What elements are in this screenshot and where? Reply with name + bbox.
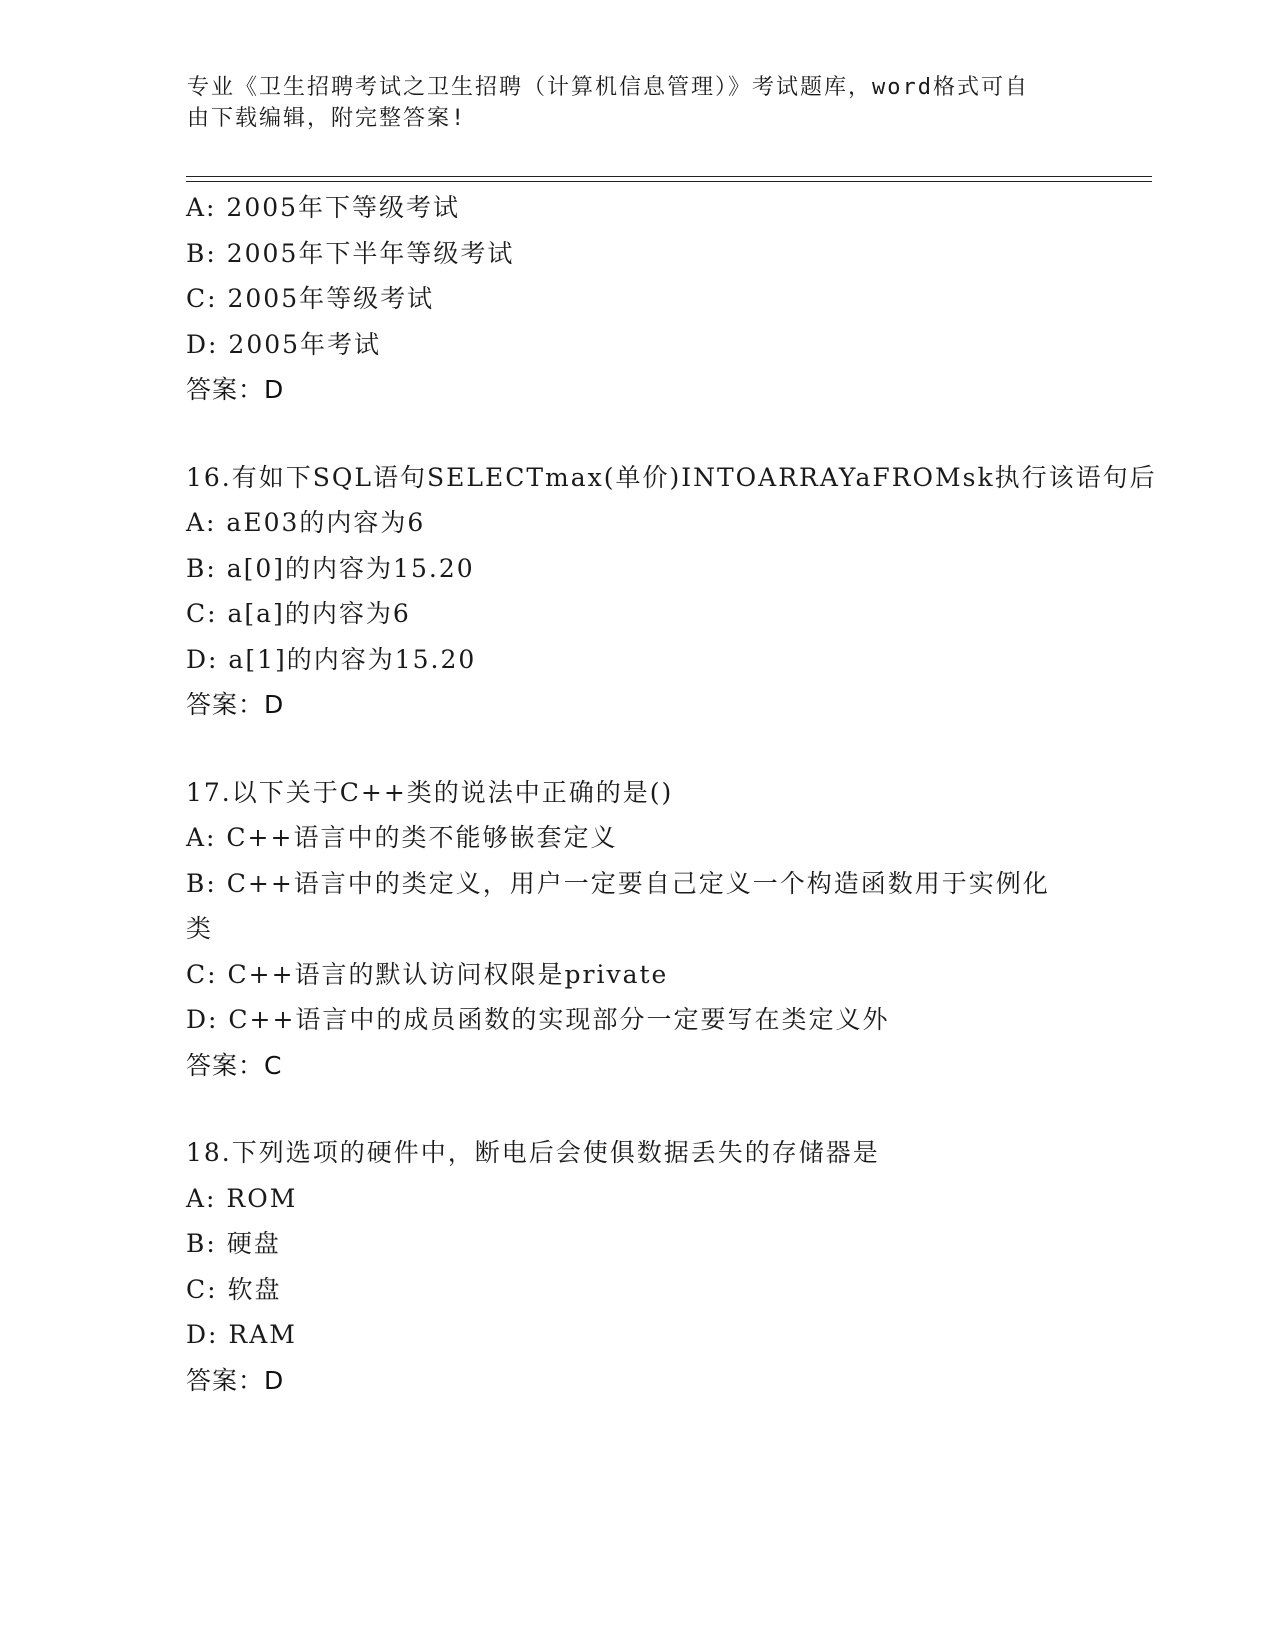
option-c: C: a[a]的内容为6 <box>186 599 411 628</box>
option-b: B: 2005年下半年等级考试 <box>186 238 515 268</box>
spacer <box>186 413 1086 455</box>
option-a: A: C++语言中的类不能够嵌套定义 <box>186 823 618 852</box>
header-divider-bottom <box>186 181 1152 182</box>
option-c: C: 软盘 <box>186 1274 282 1304</box>
option-a: A: 2005年下等级考试 <box>186 193 461 222</box>
option-d: D: RAM <box>186 1320 297 1349</box>
question-stem: 17.以下关于C++类的说法中正确的是() <box>186 777 674 807</box>
option-b: B: C++语言中的类定义，用户一定要自己定义一个构造函数用于实例化类 <box>186 868 1050 943</box>
option-d: D: a[1]的内容为15.20 <box>186 644 477 674</box>
answer: 答案：D <box>186 1365 285 1395</box>
question-16 <box>186 455 1157 728</box>
question-list <box>186 185 1157 1403</box>
question-17 <box>186 770 1086 1089</box>
question-stem: 16.有如下SQL语句SELECTmax(单价)INTOARRAYaFROMsk执行该语句后 <box>186 462 1157 492</box>
spacer <box>186 1088 1086 1130</box>
option-d: D: C++语言中的成员函数的实现部分一定要写在类定义外 <box>186 1005 890 1034</box>
document-header <box>187 72 1077 134</box>
question-stem: 18.下列选项的硬件中，断电后会使俱数据丢失的存储器是 <box>186 1138 880 1167</box>
option-a: A: ROM <box>186 1183 298 1213</box>
header-line-2: 由下载编辑，附完整答案! <box>187 106 467 131</box>
option-c: C: 2005年等级考试 <box>186 284 435 313</box>
header-divider-top <box>186 176 1152 177</box>
question-18 <box>186 1130 1086 1403</box>
answer: 答案：D <box>186 375 285 404</box>
answer: 答案：C <box>186 1050 283 1080</box>
option-a: A: aE03的内容为6 <box>186 508 426 537</box>
option-b: B: a[0]的内容为15.20 <box>186 553 475 583</box>
question-15 <box>186 185 1086 413</box>
header-line-1: 专业《卫生招聘考试之卫生招聘（计算机信息管理）》考试题库，word格式可自 <box>187 75 1029 100</box>
option-b: B: 硬盘 <box>186 1229 281 1258</box>
option-c: C: C++语言的默认访问权限是private <box>186 959 669 989</box>
option-d: D: 2005年考试 <box>186 329 382 359</box>
spacer <box>186 728 1086 770</box>
answer: 答案：D <box>186 690 285 719</box>
